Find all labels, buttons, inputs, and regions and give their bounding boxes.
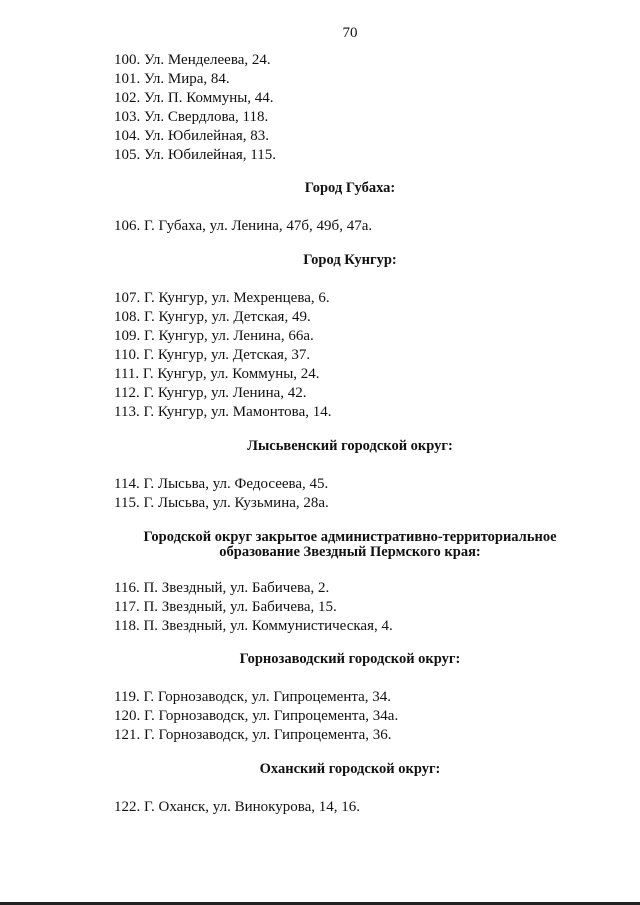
list-item: 113. Г. Кунгур, ул. Мамонтова, 14. [114, 404, 332, 420]
list-item: 110. Г. Кунгур, ул. Детская, 37. [114, 347, 311, 363]
list-item: 114. Г. Лысьва, ул. Федосеева, 45. [114, 476, 329, 492]
section-heading-line: образование Звездный Пермского края: [219, 544, 481, 560]
list-item: 116. П. Звездный, ул. Бабичева, 2. [114, 580, 330, 596]
section-heading-zvezdny [30, 530, 640, 560]
section-heading-gubakha: Город Губаха: [304, 180, 396, 196]
section-heading-okhansk: Оханский городской округ: [259, 761, 441, 777]
list-item: 104. Ул. Юбилейная, 83. [114, 128, 269, 144]
page-number: 70 [342, 25, 358, 41]
section-heading-kungur: Город Кунгур: [303, 252, 397, 268]
list-item: 119. Г. Горнозаводск, ул. Гипроцемента, 34. [114, 689, 392, 705]
list-item: 105. Ул. Юбилейная, 115. [114, 147, 276, 163]
list-item: 112. Г. Кунгур, ул. Ленина, 42. [114, 385, 307, 401]
list-item: 106. Г. Губаха, ул. Ленина, 47б, 49б, 47а. [114, 218, 373, 234]
list-item: 101. Ул. Мира, 84. [114, 71, 230, 87]
list-item: 121. Г. Горнозаводск, ул. Гипроцемента, 36. [114, 727, 392, 743]
list-item: 107. Г. Кунгур, ул. Мехренцева, 6. [114, 290, 330, 306]
section-heading-gornozavodsk: Горнозаводский городской округ: [239, 651, 461, 667]
list-item: 117. П. Звездный, ул. Бабичева, 15. [114, 599, 337, 615]
list-item: 103. Ул. Свердлова, 118. [114, 109, 269, 125]
section-heading-lysva: Лысьвенский городской округ: [247, 438, 453, 454]
list-item: 118. П. Звездный, ул. Коммунистическая, 4. [114, 618, 393, 634]
list-item: 111. Г. Кунгур, ул. Коммуны, 24. [114, 366, 320, 382]
section-heading-line: Городской округ закрытое административно-территориальное [143, 529, 557, 545]
list-item: 122. Г. Оханск, ул. Винокурова, 14, 16. [114, 799, 360, 815]
list-item: 120. Г. Горнозаводск, ул. Гипроцемента, 34а. [114, 708, 399, 724]
list-item: 108. Г. Кунгур, ул. Детская, 49. [114, 309, 311, 325]
list-item: 115. Г. Лысьва, ул. Кузьмина, 28а. [114, 495, 329, 511]
list-item: 102. Ул. П. Коммуны, 44. [114, 90, 274, 106]
list-item: 109. Г. Кунгур, ул. Ленина, 66а. [114, 328, 314, 344]
list-item: 100. Ул. Менделеева, 24. [114, 52, 271, 68]
